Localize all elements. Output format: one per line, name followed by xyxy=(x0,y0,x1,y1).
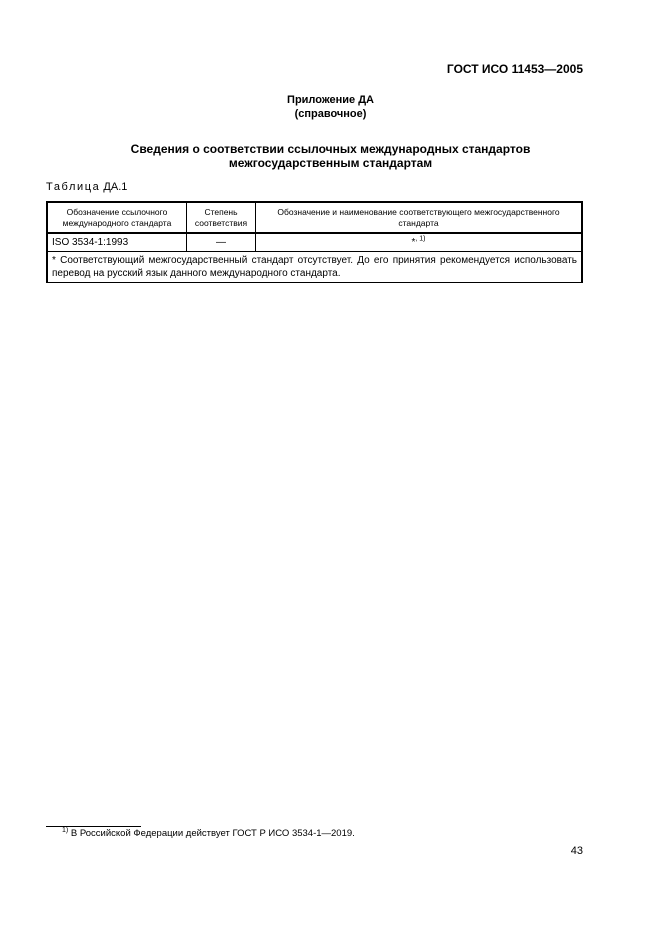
national-standard-footnote-ref: , 1) xyxy=(415,235,426,243)
section-title xyxy=(0,142,661,170)
cell-degree: — xyxy=(187,233,256,252)
national-standard-asterisk: * xyxy=(411,237,416,248)
table-note: * Соответствующий межгосударственный стандарт отсутствует. До его принятия рекомендуется использовать перевод на русский язык данного международного стандарта. xyxy=(47,252,582,283)
table-note-row xyxy=(47,252,582,283)
header-interstate-standard: Обозначение и наименование соответствующего межгосударственного стандарта xyxy=(256,202,583,233)
footnote-divider xyxy=(46,826,141,827)
header-international-standard: Обозначение ссылочного международного стандарта xyxy=(47,202,187,233)
table-caption xyxy=(46,181,127,193)
page-number: 43 xyxy=(570,845,583,857)
section-title-line-1: Сведения о соответствии ссылочных международных стандартов xyxy=(130,142,531,156)
section-title-line-2: межгосударственным стандартам xyxy=(228,156,433,170)
table-caption-word: Таблица xyxy=(46,181,101,193)
table-caption-number: ДА.1 xyxy=(103,181,128,193)
table-header-row xyxy=(47,202,582,233)
footnote-marker: 1) xyxy=(62,826,69,834)
header-degree-of-correspondence: Степень соответствия xyxy=(187,202,256,233)
cell-national-standard xyxy=(256,233,583,252)
footnote-text: В Российской Федерации действует ГОСТ Р ИСО 3534-1—2019. xyxy=(70,828,355,839)
table-row xyxy=(47,233,582,252)
footnote xyxy=(62,828,355,839)
document-designation: ГОСТ ИСО 11453—2005 xyxy=(446,62,583,76)
cell-standard: ISO 3534-1:1993 xyxy=(47,233,187,252)
appendix-subtitle: (справочное) xyxy=(294,108,367,120)
appendix-title: Приложение ДА xyxy=(287,94,374,106)
appendix-heading xyxy=(0,93,661,121)
reference-standards-table xyxy=(46,201,583,283)
